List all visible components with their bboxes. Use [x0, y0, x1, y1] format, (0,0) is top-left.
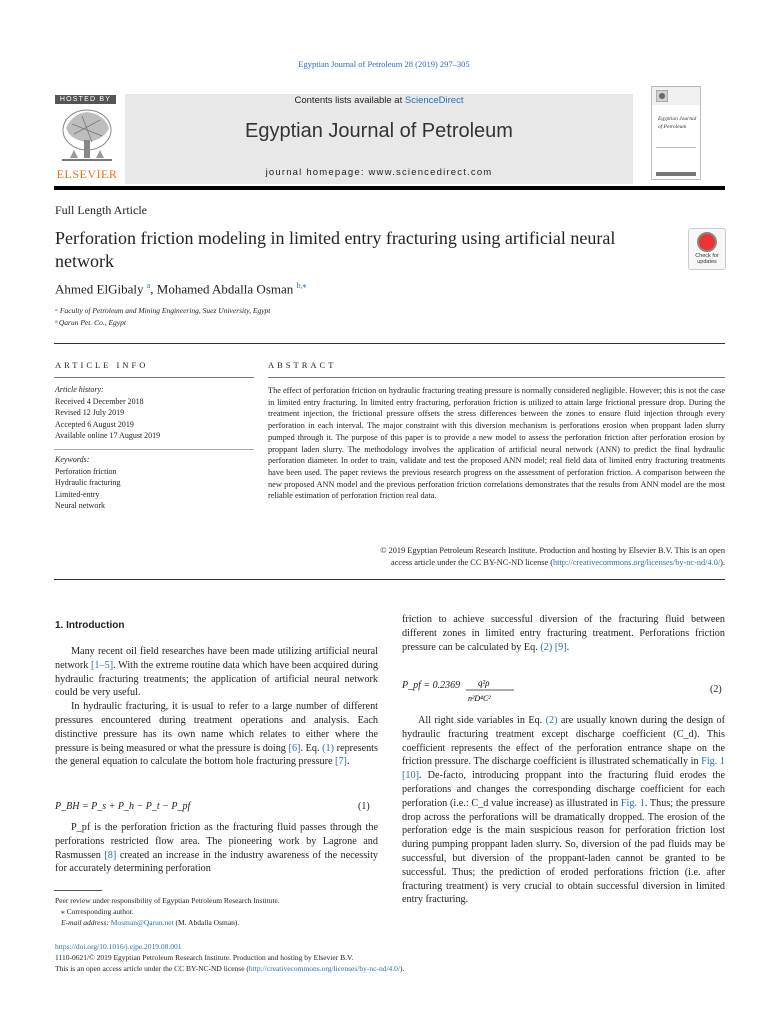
paragraph [55, 700, 378, 769]
journal-homepage[interactable]: journal homepage: www.sciencedirect.com [265, 167, 493, 178]
text-run: All right side variables in Eq. [418, 715, 546, 726]
cover-logo-icon [656, 90, 668, 102]
author-affiliation-link[interactable]: b,⁎ [296, 281, 307, 290]
cover-footer-bar [656, 172, 696, 176]
license-link[interactable]: http://creativecommons.org/licenses/by-nc-nd/4.0/ [553, 557, 721, 567]
section-heading: 1. Introduction [55, 620, 125, 631]
history-item: Received 4 December 2018 [55, 396, 144, 406]
text-run: . Thus; the pressure drop across the perforations will be dramatically dropped. The erosion of the perforation edge is the main suspicious reason for perforation friction lost during pumping proppant laden slurry. So, diversion of the pad fluids may be successful, but diversion of the proppant-laden cannot be granted to be successful. Thus; the prediction of eroded perforations friction (i.e. after fracturing treatment) is very crucial to obtain successful diversion in limited entry fracturing. [402, 797, 725, 906]
paragraph [55, 821, 378, 876]
copyright-license [268, 557, 725, 569]
author-affiliation-link[interactable]: a [146, 281, 151, 290]
divider [54, 449, 254, 450]
journal-citation[interactable]: Egyptian Journal of Petroleum 28 (2019) 297–305 [298, 59, 470, 69]
contents-line [125, 95, 633, 106]
equation-number: (1) [358, 801, 370, 812]
affiliation: ᵇ Qarun Pet. Co., Egypt [55, 318, 126, 327]
hosted-by-label: HOSTED BY [55, 95, 116, 104]
cover-divider [656, 147, 696, 166]
license-prefix: access article under the CC BY-NC-ND license ( [391, 557, 554, 567]
keyword-item: Perforation friction [55, 466, 117, 476]
keywords [55, 454, 255, 512]
doi-link[interactable]: https://doi.org/10.1016/j.ejpe.2019.08.001 [55, 942, 182, 951]
journal-title: Egyptian Journal of Petroleum [245, 120, 513, 142]
intro-paragraph-3 [55, 821, 378, 876]
paragraph [402, 714, 725, 907]
text-run: are usually known during the design of hydraulic fracturing treatment except discharge coefficient (C_d). This coefficient represents the effect of the perforation entrance shape on the friction pressure. The discharge coefficient is illustrated schematically in [402, 715, 725, 768]
author-separator: , [150, 281, 157, 297]
divider [54, 343, 725, 344]
intro-paragraphs [55, 645, 378, 769]
equation-lhs: P_pf = 0.2369 [402, 680, 461, 691]
reference-link[interactable]: [10] [402, 770, 419, 782]
email-label: E-mail address: [61, 918, 111, 927]
reference-link[interactable]: [8] [104, 849, 117, 861]
divider [54, 377, 254, 378]
text-run: In hydraulic fracturing, it is usual to refer to a large number of different pressures encountered during treatment operations and analysis. Each distinctive pressure has its own name which relates to either where the pressure is being measured or what the pressure is doing [55, 701, 378, 754]
right-paragraph-1 [402, 613, 725, 654]
reference-link[interactable]: [6] [288, 742, 301, 754]
issn-line: 1110-0621/© 2019 Egyptian Petroleum Research Institute. Production and hosting by Elsevier B.V. [55, 953, 354, 962]
license-suffix: ). [720, 557, 725, 567]
svg-text:q²ρ: q²ρ [478, 678, 490, 688]
text-run: . With the extreme routine data which have been acquired during hydraulic fracturing treatments; the application of artificial neural network could be very useful. [55, 659, 378, 699]
history-item: Revised 12 July 2019 [55, 408, 125, 417]
reference-link[interactable]: [9] [554, 641, 567, 653]
abstract-copyright [268, 545, 725, 568]
elsevier-logo[interactable] [52, 106, 122, 184]
figure-link[interactable]: Fig. 1 [701, 756, 725, 768]
email-suffix: (M. Abdalla Osman). [173, 918, 240, 927]
text-run: . [566, 641, 570, 653]
equation-link[interactable]: (1) [322, 742, 335, 754]
check-updates-label: Check for updates [695, 253, 719, 265]
article-type: Full Length Article [55, 203, 147, 217]
email-note [55, 917, 280, 928]
check-updates-icon [697, 232, 717, 252]
history-item: Accepted 6 August 2019 [55, 419, 134, 429]
text-run: Many recent oil field researches have been made utilizing artificial neural network [55, 646, 378, 671]
right-paragraph-2 [402, 714, 725, 907]
equation-2 [402, 680, 460, 691]
reference-link[interactable]: [1–5] [91, 659, 114, 671]
author-list [55, 281, 307, 297]
author-name: Mohamed Abdalla Osman [156, 281, 294, 297]
keyword-item: Limited-entry [55, 489, 100, 499]
text-run: represents the general equation to calculate the bottom hole fracturing pressure [55, 742, 378, 768]
email-link[interactable]: Mosman@Qarun.net [110, 918, 174, 927]
divider [268, 377, 725, 378]
history-label: Article history: [55, 385, 104, 394]
footnotes [55, 895, 280, 928]
keyword-item: Hydraulic fracturing [55, 478, 121, 487]
journal-cover-thumbnail[interactable] [651, 86, 701, 180]
equation-link[interactable]: (2) [545, 715, 558, 726]
text-run: friction to achieve successful diversion of the fracturing fluid between different zones in limited entry fracturing treatment. Perforations friction pressure can be calculated by Eq. [402, 614, 725, 653]
reference-link[interactable]: [7] [335, 756, 347, 768]
text-run: created an increase in the industry awareness of the necessity for accurately determining perforation [55, 849, 378, 875]
text-run: . Eq. [300, 742, 323, 754]
license-link[interactable]: http://creativecommons.org/licenses/by-nc-nd/4.0/ [248, 964, 400, 973]
header-rule [54, 186, 725, 190]
keywords-label: Keywords: [55, 455, 90, 464]
author-name: Ahmed ElGibaly [55, 281, 144, 297]
text-run: P_pf is the perforation friction as the fracturing fluid passes through the perforations restricted flow area. The pioneering work by Lagrone and Rasmussen [55, 822, 378, 861]
license-prefix: This is an open access article under the CC BY-NC-ND license ( [55, 964, 249, 973]
equation-2-fraction [466, 676, 516, 711]
cover-title: Egyptian Journal of Petroleum [658, 116, 697, 130]
license-line [55, 963, 404, 974]
svg-text:n²D⁴C²: n²D⁴C² [468, 694, 491, 703]
footnote-rule [54, 890, 102, 891]
equation-link[interactable]: (2) [540, 641, 553, 653]
equation-1: P_BH = P_s + P_h − P_t − P_pf [55, 801, 191, 812]
check-for-updates-button[interactable] [688, 228, 726, 270]
abstract-heading: ABSTRACT [268, 360, 337, 370]
paragraph [402, 613, 725, 654]
contents-prefix: Contents lists available at [294, 95, 405, 106]
affiliation: ᵃ Faculty of Petroleum and Mining Engineering, Suez University, Egypt [55, 306, 271, 315]
figure-link[interactable]: Fig. 1 [620, 797, 645, 809]
peer-review-note: Peer review under responsibility of Egyptian Petroleum Research Institute. [55, 896, 280, 905]
article-history [55, 384, 255, 442]
bottom-info [55, 941, 404, 974]
fraction-graphic [466, 676, 516, 706]
text-run: . De-facto, introducing proppant into the fracturing fluid erodes the perforations and changes the corresponding discharge coefficient for each perforation (i.e.: C_d value increase) as illustrated in [402, 770, 725, 809]
divider [54, 579, 725, 580]
sciencedirect-link[interactable]: ScienceDirect [404, 95, 464, 106]
history-item: Available online 17 August 2019 [55, 431, 161, 440]
license-suffix: ). [399, 964, 405, 973]
elsevier-wordmark: ELSEVIER [56, 167, 118, 181]
paragraph [55, 645, 378, 700]
equation-number: (2) [710, 684, 722, 695]
keyword-item: Neural network [55, 501, 105, 510]
cover-header-bar [652, 87, 700, 105]
copyright-line: © 2019 Egyptian Petroleum Research Institute. Production and hosting by Elsevier B.V. This is an open [380, 546, 725, 555]
article-info-heading: ARTICLE INFO [55, 360, 149, 370]
text-run: . [346, 756, 350, 768]
corresponding-note: ⁎ Corresponding author. [61, 907, 134, 916]
abstract-text: The effect of perforation friction on hydraulic fracturing treating pressure is normally considered negligible. However; this is not the case in limited entry fracturing. In limited entry fracturing, perforation friction is utilized to attain large frictional pressure drop. During the treatment injection, the frictional pressure offsets the stress differences between the zones to ensure fluid injection through every perforation in each interval. The major constraint with this diversion mechanism is perforations erosion when proppant laden slurry pumped through it. The purpose of this paper is to provide a new model to assess the perforation friction after perforation erosion by proppant laden slurry. The methodology involves the application of artificial neural network (ANN) to predict the final hydraulic perforation diameter. In order to train, validate and test the proposed ANN model; real field data of limited entry fracturing treatments have been used. The paper reviews the previous research progress on the assessment of perforation friction. A comparison between the new proposed ANN model and the previous perforation friction correlations demonstrates that the results from ANN model are the most reliable estimation of perforation friction real data. [268, 386, 725, 501]
article-title: Perforation friction modeling in limited entry fracturing using artificial neural network [55, 228, 616, 271]
